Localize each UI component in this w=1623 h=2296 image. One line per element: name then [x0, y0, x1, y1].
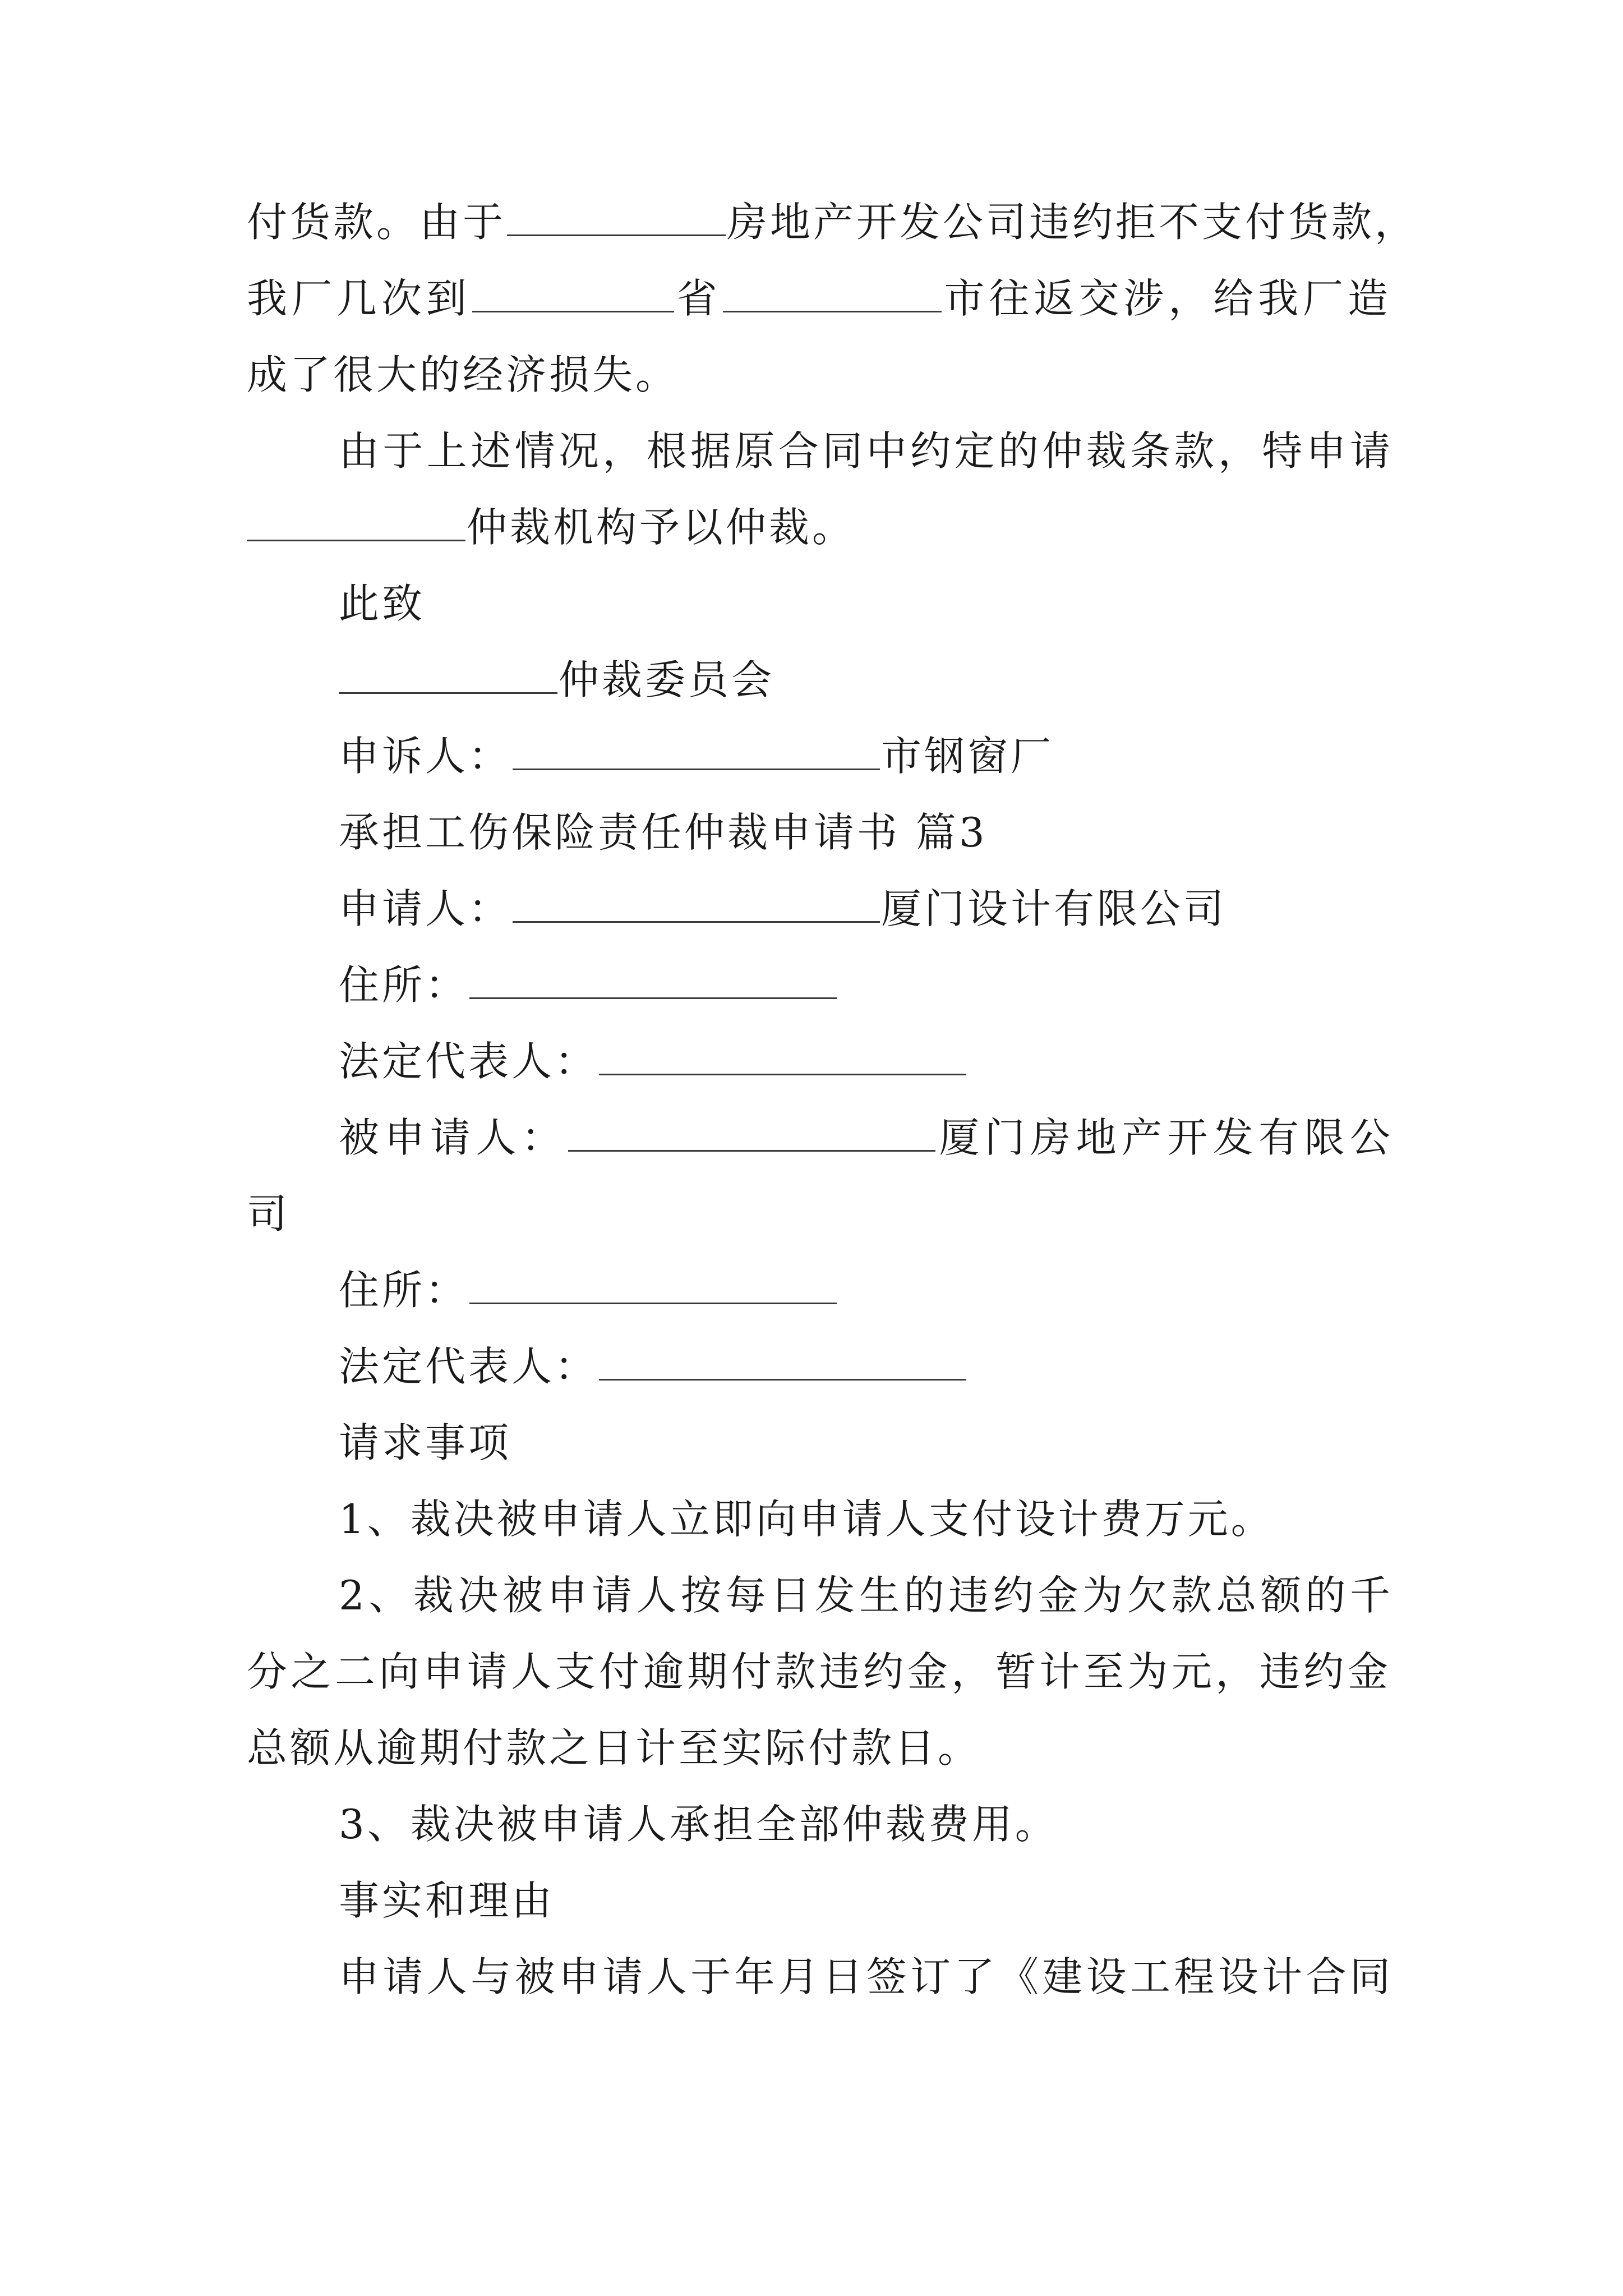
- text-segment: 住所：: [339, 961, 469, 1009]
- text-line: [339, 1262, 1393, 1318]
- text-segment: 司: [247, 1190, 291, 1237]
- text-segment: 分之二向申请人支付逾期付款违约金，暂计至为元，违约金: [247, 1648, 1391, 1695]
- fill-in-blank: [513, 729, 880, 770]
- fill-in-blank: [247, 500, 465, 541]
- section-heading: [339, 1872, 1393, 1929]
- text-segment: 厦门房地产开发有限公: [937, 1114, 1393, 1161]
- text-line: [339, 423, 1393, 479]
- text-segment: 请求事项: [339, 1419, 512, 1466]
- text-line: [247, 499, 1391, 555]
- text-segment: 2、裁决被申请人按每日发生的违约金为欠款总额的千: [339, 1572, 1393, 1619]
- text-segment: 申诉人：: [339, 733, 512, 780]
- text-segment: 法定代表人：: [339, 1038, 598, 1085]
- text-segment: 总额从逾期付款之日计至实际付款日。: [247, 1724, 981, 1772]
- text-line: [339, 1949, 1393, 2005]
- text-segment: 市钢窗厂: [881, 733, 1054, 780]
- text-segment: 由于上述情况，根据原合同中约定的仲裁条款，特申请: [339, 427, 1393, 475]
- text-segment: 3、裁决被申请人承担全部仲裁费用。: [339, 1801, 1058, 1848]
- fill-in-blank: [507, 195, 726, 236]
- text-line: [339, 1796, 1393, 1852]
- text-segment: 住所：: [339, 1267, 469, 1314]
- text-segment: 承担工伤保险责任仲裁申请书 篇3: [339, 809, 988, 856]
- text-segment: 被申请人：: [339, 1114, 567, 1161]
- text-segment: 事实和理由: [339, 1877, 555, 1924]
- text-segment: 厦门设计有限公司: [881, 885, 1227, 932]
- fill-in-blank: [469, 1263, 837, 1304]
- text-segment: 成了很大的经济损失。: [247, 351, 679, 398]
- text-segment: 申请人与被申请人于年月日签订了《建设工程设计合同: [339, 1953, 1393, 2000]
- section-heading: [339, 1415, 1393, 1471]
- fill-in-blank: [472, 272, 674, 312]
- text-line: [339, 576, 1393, 632]
- text-segment: 付货款。由于: [247, 199, 506, 246]
- text-line: [339, 1033, 1393, 1089]
- text-line: [247, 1720, 1391, 1776]
- fill-in-blank: [568, 1111, 935, 1152]
- fill-in-blank: [599, 1034, 966, 1075]
- text-segment: 申请人：: [339, 885, 512, 932]
- text-segment: 仲裁机构予以仲裁。: [467, 504, 856, 551]
- text-line: [247, 1644, 1391, 1700]
- text-segment: 此致: [339, 580, 426, 627]
- fill-in-blank: [469, 958, 837, 999]
- fill-in-blank: [723, 272, 942, 312]
- fill-in-blank: [339, 653, 557, 694]
- text-segment: 房地产开发公司违约拒不支付货款，: [727, 199, 1418, 246]
- text-line: [339, 1491, 1393, 1547]
- text-line: [339, 1567, 1393, 1623]
- text-line: [339, 1110, 1393, 1166]
- text-segment: 市往返交涉，给我厂造: [942, 275, 1391, 322]
- text-segment: 省: [675, 275, 722, 322]
- text-line: [339, 728, 1393, 784]
- text-segment: 法定代表人：: [339, 1343, 598, 1390]
- text-line: [247, 347, 1391, 403]
- fill-in-blank: [513, 882, 880, 923]
- text-segment: 仲裁委员会: [559, 656, 775, 703]
- fill-in-blank: [599, 1340, 966, 1381]
- text-segment: 我厂几次到: [247, 275, 471, 322]
- text-line: [339, 1338, 1393, 1395]
- text-line: [247, 194, 1418, 250]
- text-segment: 1、裁决被申请人立即向申请人支付设计费万元。: [339, 1496, 1274, 1543]
- text-line: [247, 1186, 1391, 1242]
- text-line: [339, 652, 1393, 708]
- section-heading: [339, 804, 1393, 861]
- text-line: [339, 881, 1393, 937]
- text-line: [339, 957, 1393, 1013]
- text-line: [247, 270, 1391, 326]
